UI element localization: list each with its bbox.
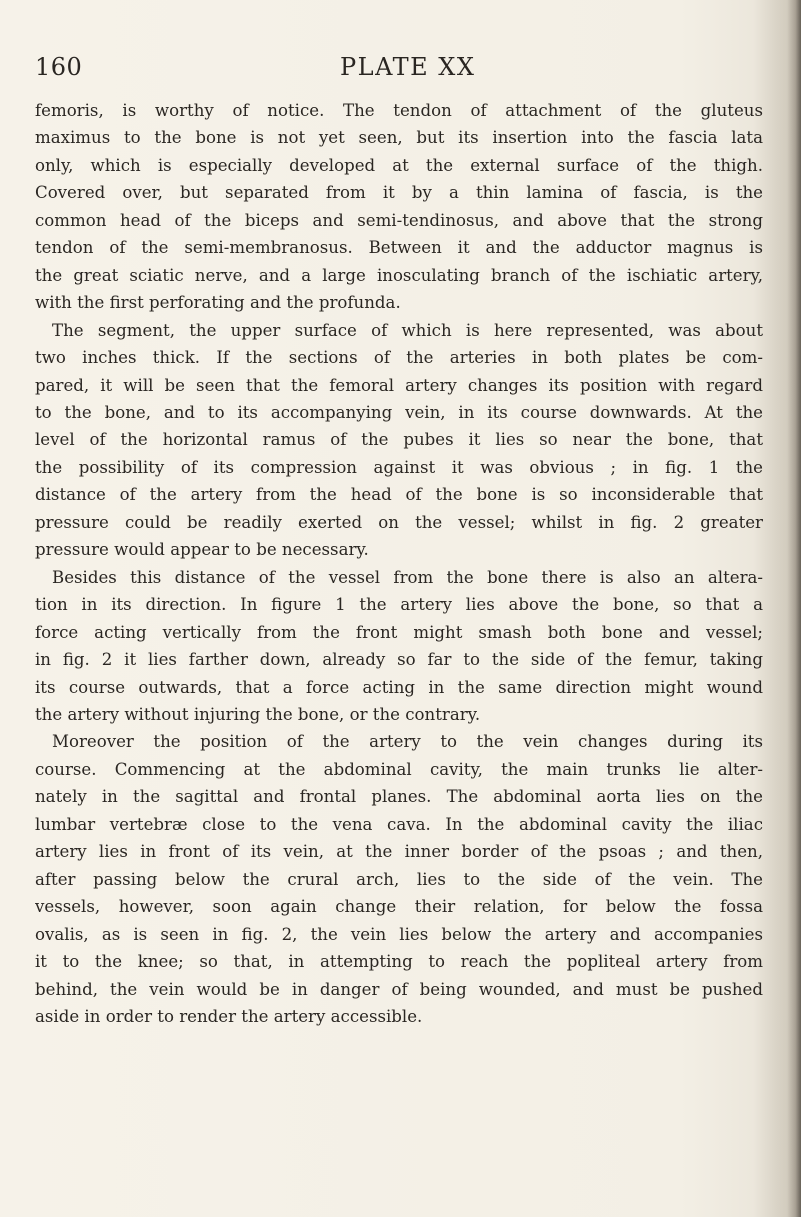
text-line: the artery without injuring the bone, or the contrary. [35, 704, 481, 724]
page-number: 160 [35, 53, 83, 81]
text-line: tendon of the semi-membranosus. Between it and the adductor magnus is [35, 238, 763, 258]
text-line: after passing below the crural arch, lies to the side of the vein. The [35, 869, 763, 889]
page-edge-shadow [787, 0, 801, 1217]
text-line: in fig. 2 it lies farther down, already so far to the side of the femur, taking [35, 650, 763, 670]
text-line: course. Commencing at the abdominal cavity, the main trunks lie alter- [35, 759, 763, 779]
text-line: it to the knee; so that, in attempting to reach the popliteal artery from [35, 952, 763, 972]
text-line: the great sciatic nerve, and a large inosculating branch of the ischiatic artery, [35, 265, 763, 285]
text-line: Besides this distance of the vessel from the bone there is also an altera- [52, 567, 763, 587]
text-line: the possibility of its compression against it was obvious ; in fig. 1 the [35, 457, 763, 477]
body-text [35, 97, 763, 1030]
text-line: femoris, is worthy of notice. The tendon of attachment of the gluteus [35, 101, 763, 120]
text-line: maximus to the bone is not yet seen, but its insertion into the fascia lata [35, 128, 763, 148]
text-line: ovalis, as is seen in fig. 2, the vein lies below the artery and accompanies [35, 924, 763, 944]
text-line: behind, the vein would be in danger of being wounded, and must be pushed [35, 979, 763, 999]
text-line: lumbar vertebræ close to the vena cava. In the abdominal cavity the iliac [35, 814, 763, 834]
page-header [35, 53, 755, 85]
text-line: pared, it will be seen that the femoral artery changes its position with regard [35, 375, 763, 395]
text-line: with the first perforating and the profunda. [35, 293, 401, 313]
text-line: to the bone, and to its accompanying vein, in its course downwards. At the [35, 402, 763, 422]
text-line: force acting vertically from the front might smash both bone and vessel; [35, 622, 763, 642]
text-line: Covered over, but separated from it by a thin lamina of fascia, is the [35, 183, 763, 203]
text-line: distance of the artery from the head of the bone is so inconsiderable that [35, 485, 763, 505]
text-line: pressure could be readily exerted on the vessel; whilst in fig. 2 greater [35, 512, 763, 532]
text-line: Moreover the position of the artery to the vein changes during its [52, 732, 763, 752]
text-line: vessels, however, soon again change their relation, for below the fossa [35, 897, 763, 917]
text-line: tion in its direction. In figure 1 the artery lies above the bone, so that a [35, 595, 763, 615]
text-line: two inches thick. If the sections of the arteries in both plates be com- [35, 348, 763, 368]
text-line: common head of the biceps and semi-tendinosus, and above that the strong [35, 210, 763, 230]
text-line: The segment, the upper surface of which is here represented, was about [52, 320, 763, 340]
text-line: nately in the sagittal and frontal planes. The abdominal aorta lies on the [35, 787, 763, 807]
text-line: aside in order to render the artery accessible. [35, 1006, 423, 1026]
text-line: its course outwards, that a force acting in the same direction might wound [35, 677, 763, 697]
running-title: PLATE XX [340, 53, 476, 81]
text-line: artery lies in front of its vein, at the inner border of the psoas ; and then, [35, 842, 763, 862]
text-line: level of the horizontal ramus of the pubes it lies so near the bone, that [35, 430, 763, 450]
text-line: only, which is especially developed at the external surface of the thigh. [35, 155, 763, 175]
text-line: pressure would appear to be necessary. [35, 540, 369, 560]
